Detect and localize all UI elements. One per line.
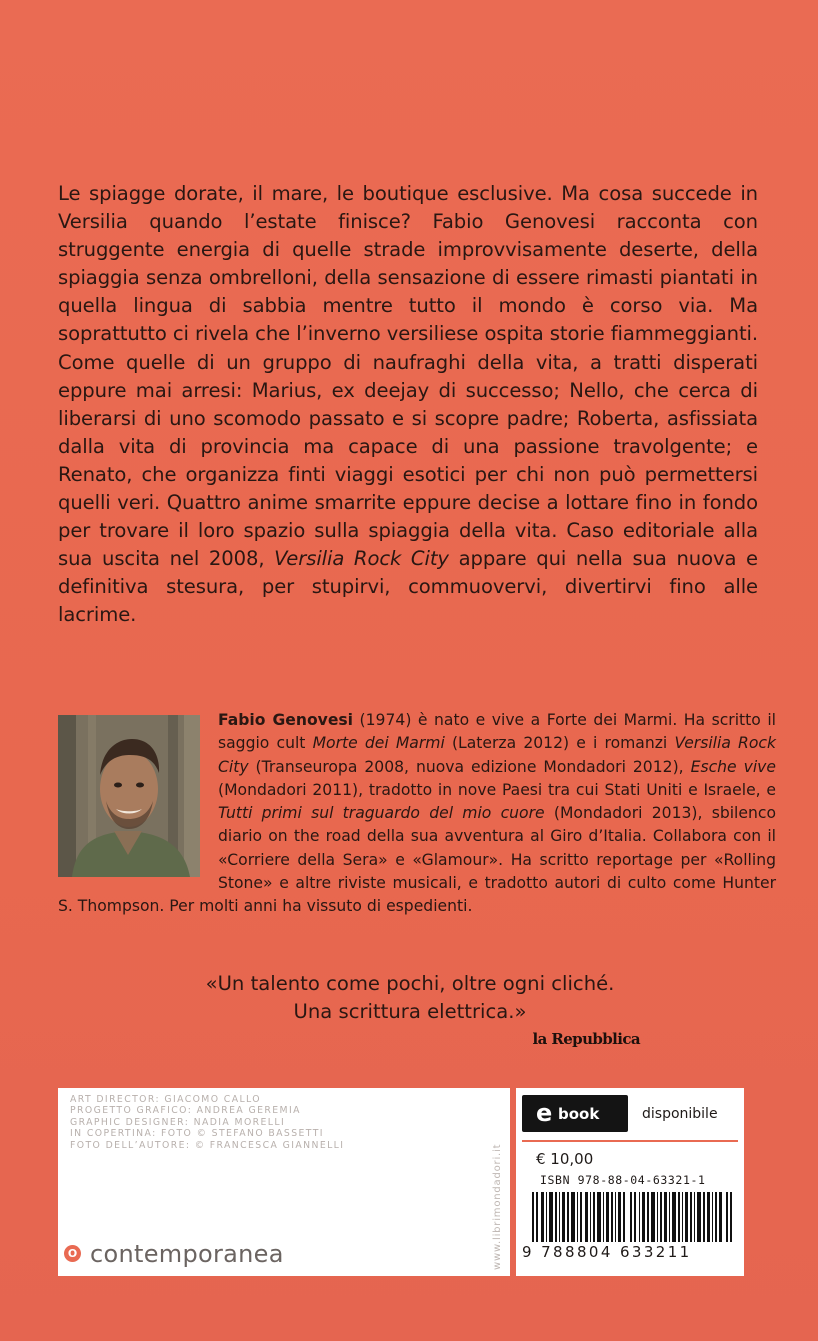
bio-text: (Mondadori 2013), sbilenco diario on the road della sua avventura al Giro d’Italia. Collabora con il «Corriere della Sera» e «Glamour». Ha scritto reportage per «Rolling Stone» e altre riviste musicali, e tradotto autori di culto come Hunter S. Thompson. Per molti anni ha vissuto di espedienti. <box>58 804 776 916</box>
author-name: Fabio Genovesi <box>218 711 354 729</box>
blurb-title: Versilia Rock City <box>274 547 449 571</box>
ebook-badge <box>522 1095 628 1132</box>
credit-line: GRAPHIC DESIGNER: NADIA MORELLI <box>70 1116 286 1128</box>
bio-book-title: Tutti primi sul traguardo del mio cuore <box>218 804 545 823</box>
credit-line: PROGETTO GRAFICO: ANDREA GEREMIA <box>70 1105 301 1117</box>
barcode-digits: 9 788804 633211 <box>520 1242 738 1262</box>
quote-line-1: «Un talento come pochi, oltre ogni cliché. <box>205 972 615 995</box>
quote-source-logo: la Repubblica <box>532 1030 640 1048</box>
series-logo-icon: O <box>64 1245 81 1262</box>
bio-book-title: Morte dei Marmi <box>312 734 445 753</box>
ebook-availability: disponibile <box>642 1106 718 1122</box>
sales-panel <box>516 1088 744 1276</box>
ebook-e-logo: e <box>536 1099 553 1127</box>
website-vertical <box>492 1098 506 1270</box>
credits-list <box>70 1094 344 1151</box>
credit-line: IN COPERTINA: FOTO © STEFANO BASSETTI <box>70 1128 324 1140</box>
ebook-label: book <box>558 1105 600 1123</box>
blurb-text-1: Le spiagge dorate, il mare, le boutique esclusive. Ma cosa succede in Versilia quando l’estate finisce? Fabio Genovesi racconta con struggente energia di quelle strade improvvisamente deserte, della spiaggia senza ombrelloni, della sensazione di essere rimasti piantati in quella lingua di sabbia mentre tutto il mondo è corso via. Ma soprattutto ci rivela che l’inverno versiliese ospita storie fiammeggianti. Come quelle di un gruppo di naufraghi della vita, a tratti disperati eppure mai arresi: Marius, ex deejay di successo; Nello, che cerca di liberarsi di uno scomodo passato e si scopre padre; Roberta, asfissiata dalla vita di provincia ma capace di una passione travolgente; e Renato, che organizza finti viaggi esotici per chi non può permettersi quelli veri. Quattro anime smarrite eppure decise a lottare fino in fondo per trovare il loro spazio sulla spiaggia della vita. Caso editoriale alla sua uscita nel 2008, <box>58 182 758 571</box>
series-name: contemporanea <box>90 1240 284 1268</box>
bio-text: (Transeuropa 2008, nuova edizione Mondadori 2012), <box>248 757 691 776</box>
website-text: www.librimondadori.it <box>492 1143 503 1270</box>
bio-book-title: Versilia Rock City <box>218 734 777 776</box>
blurb-text-2: appare qui nella sua nuova e definitiva stesura, per stupirvi, commuovervi, divertirvi fino alle lacrime. <box>58 547 758 627</box>
quote-line-2: Una scrittura elettrica.» <box>293 1000 527 1023</box>
bio-text: (1974) è nato e vive a Forte dei Marmi. Ha scritto il saggio cult <box>218 711 777 753</box>
divider-line <box>522 1140 738 1142</box>
bio-book-title: Esche vive <box>690 757 776 776</box>
press-quote <box>150 970 670 1026</box>
bio-text: (Mondadori 2011), tradotto in nove Paesi tra cui Stati Uniti e Israele, e <box>218 780 776 799</box>
bio-text: (Laterza 2012) e i romanzi <box>444 734 675 753</box>
author-bio <box>58 709 776 919</box>
credit-line: ART DIRECTOR: GIACOMO CALLO <box>70 1094 262 1105</box>
isbn: ISBN 978-88-04-63321-1 <box>540 1173 706 1187</box>
book-blurb <box>58 180 758 630</box>
price: € 10,00 <box>536 1150 594 1168</box>
credit-line: FOTO DELL’AUTORE: © FRANCESCA GIANNELLI <box>70 1139 345 1151</box>
